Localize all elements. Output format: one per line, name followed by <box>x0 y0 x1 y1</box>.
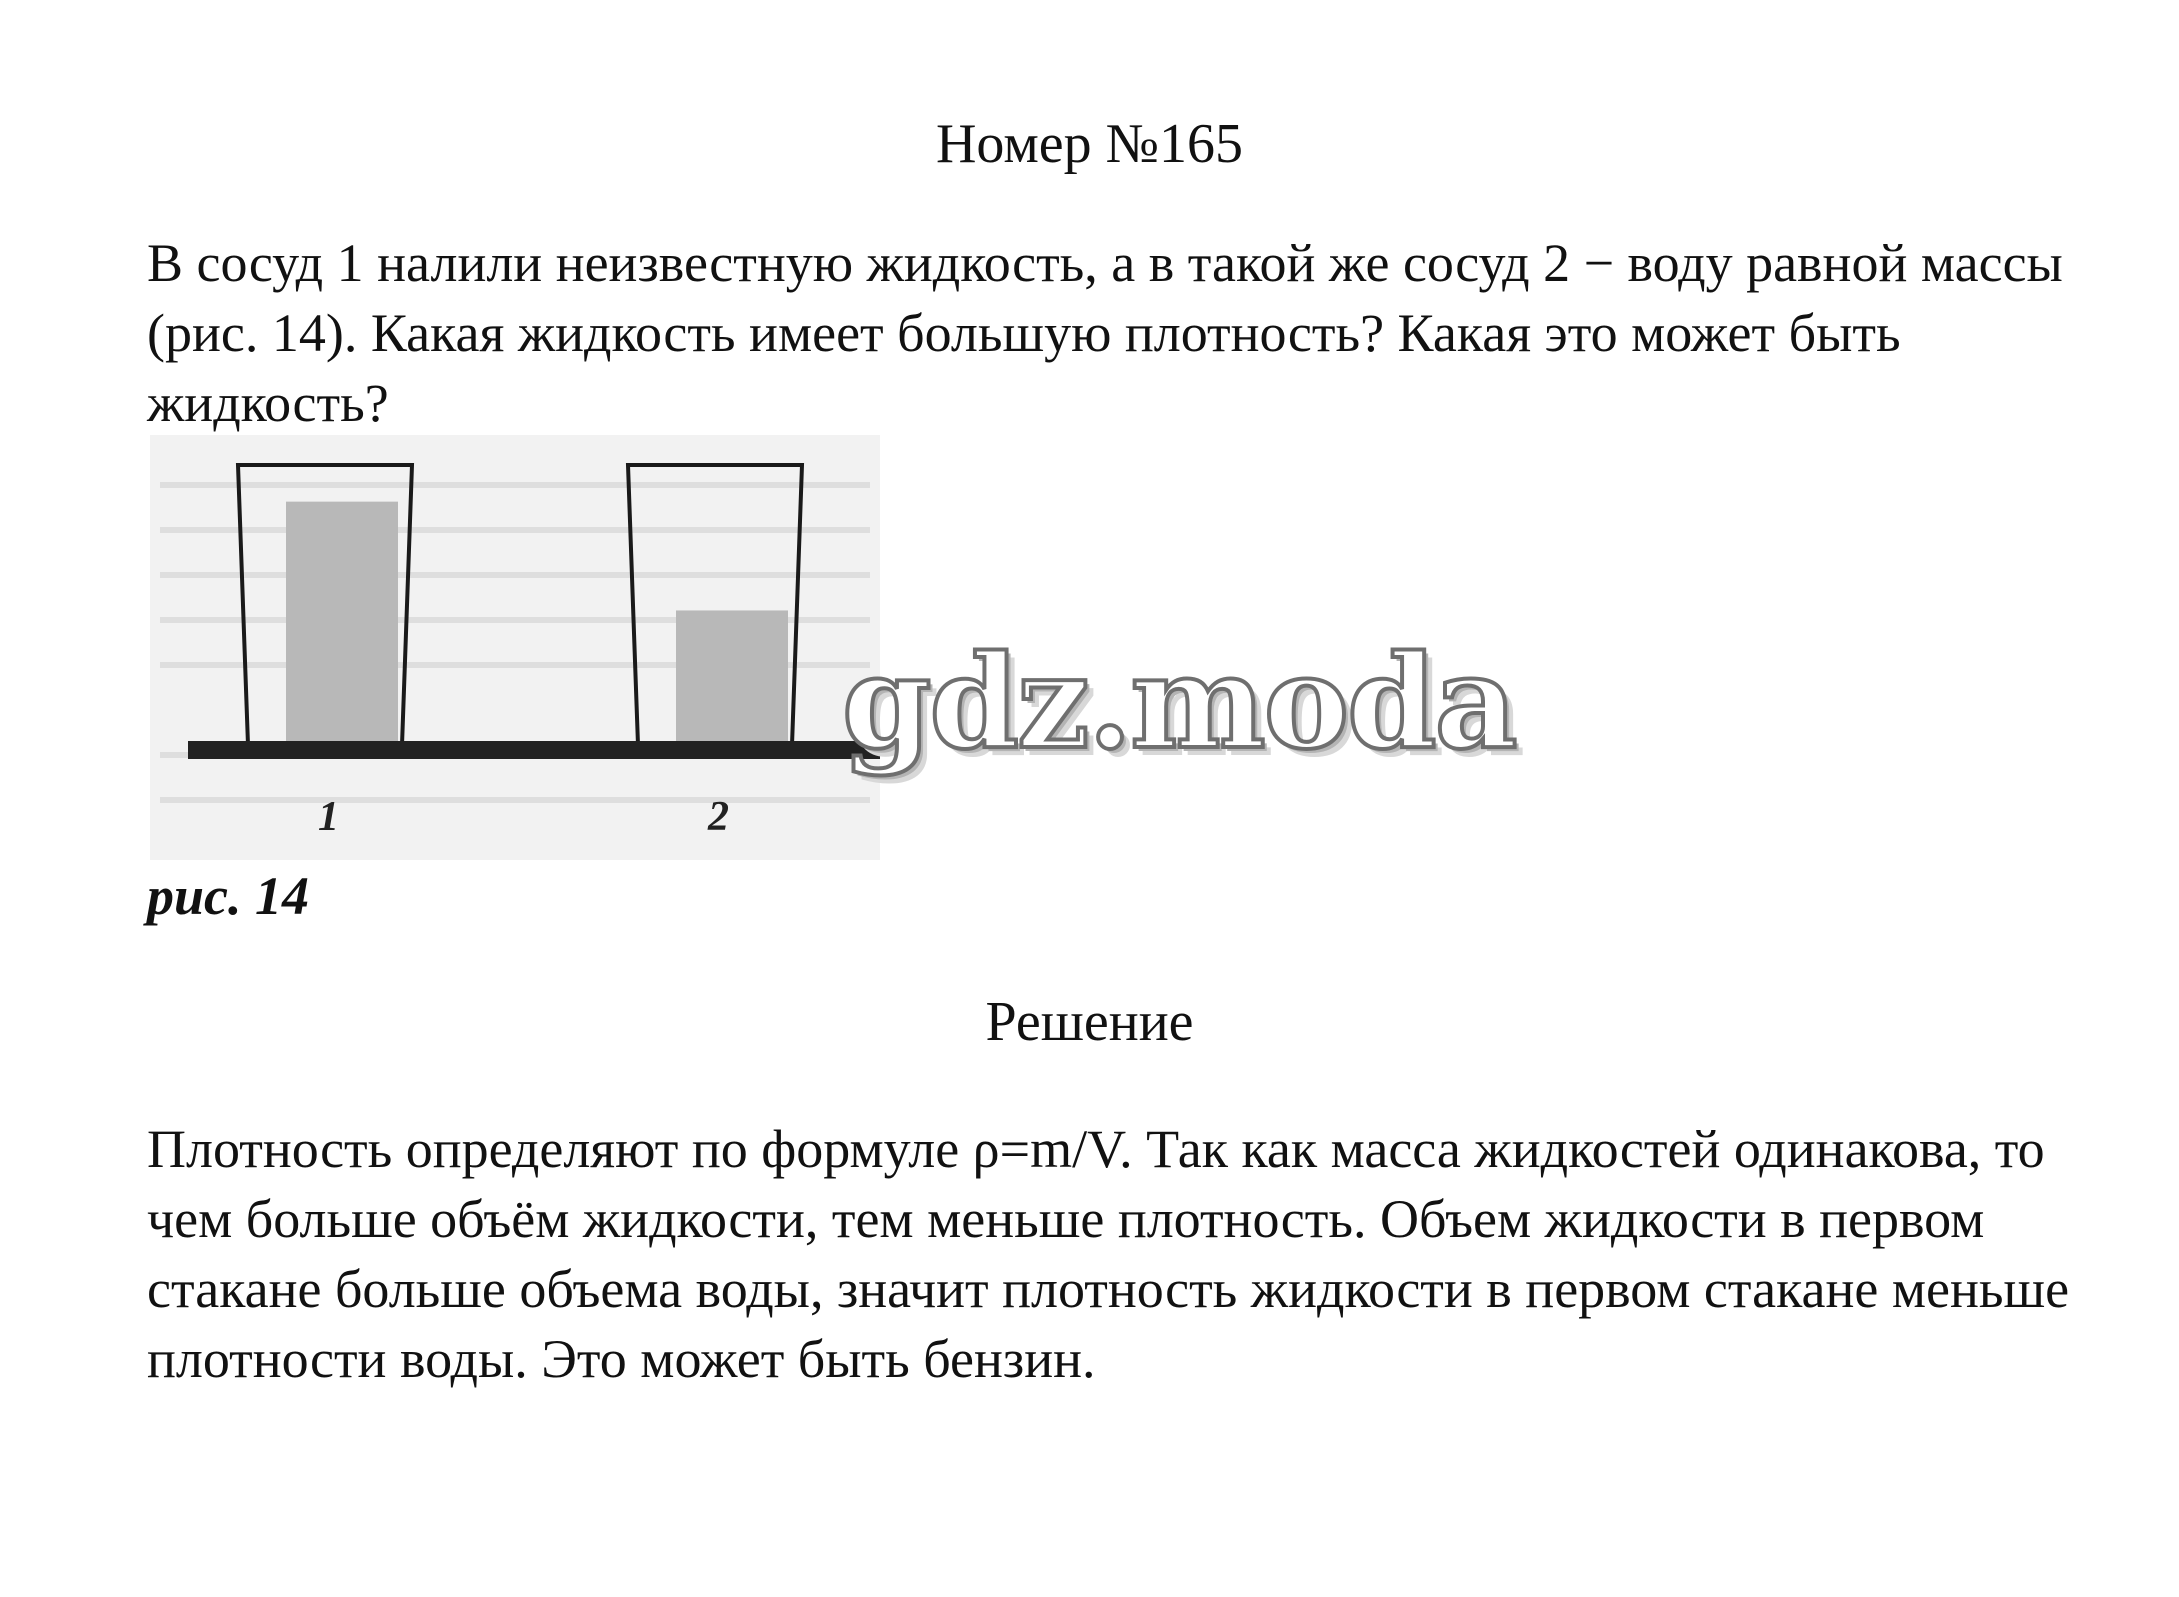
vessel-2-label: 2 <box>708 794 729 840</box>
solution-heading: Решение <box>985 991 1194 1053</box>
vessel-1-label: 1 <box>318 794 339 840</box>
solution-text: Плотность определяют по формуле ρ=m/V. Так как масса жидкостей одинакова, то чем больше объём жидкости, тем меньше плотность. Объем жидкости в первом стакане больше объема воды, значит плотность жидкости в первом стакане меньше плотности воды. Это может быть бензин. <box>147 1119 2070 1389</box>
watermark-logo: gdz.moda <box>842 628 1516 778</box>
vessel-2-liquid <box>676 610 788 741</box>
vessel-1-liquid <box>286 502 398 741</box>
ground-line <box>188 741 880 759</box>
figure-vessels <box>150 435 880 860</box>
problem-text: В сосуд 1 налили неизвестную жидкость, а в такой же сосуд 2 − воду равной массы (рис. 14). Какая жидкость имеет большую плотность? Какая это может быть жидкость? <box>147 233 2063 433</box>
figure-caption: рис. 14 <box>147 866 309 926</box>
page-title: Номер №165 <box>935 113 1244 175</box>
